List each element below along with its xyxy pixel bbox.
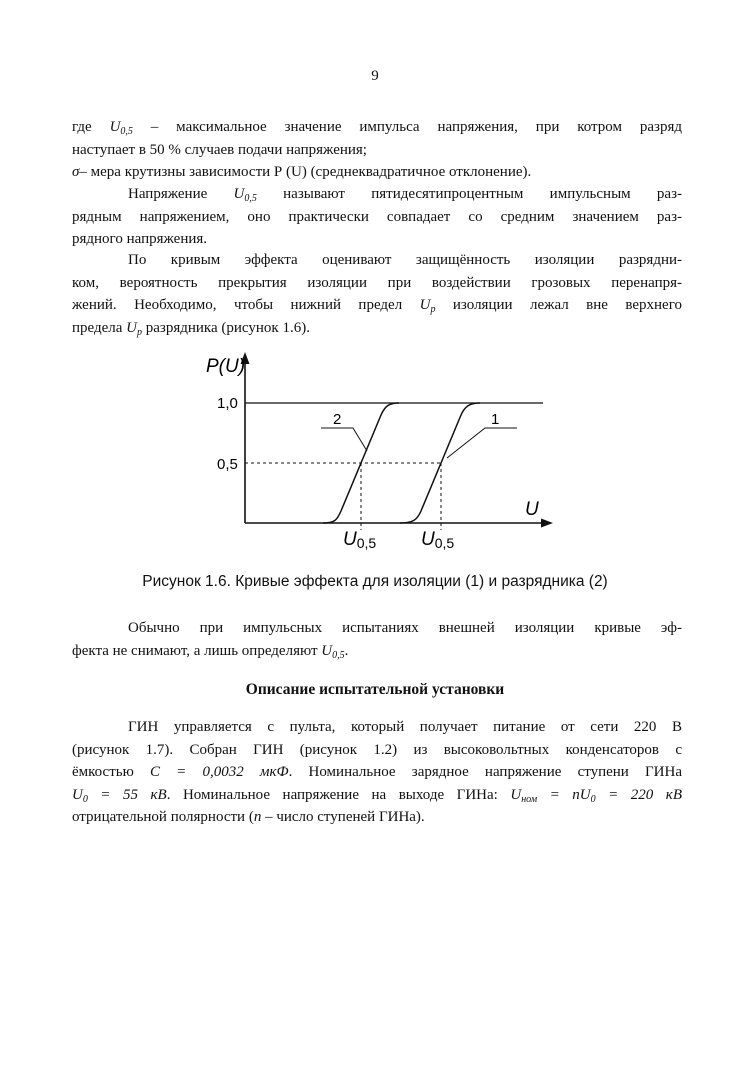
output-voltage-value: = 220 кВ	[595, 786, 682, 803]
u05-right-subscript: 0,5	[434, 535, 455, 551]
curve-2-leader	[321, 428, 367, 451]
text-fragment: предела	[72, 319, 127, 336]
figure-caption: Рисунок 1.6. Кривые эффекта для изоляции (1) и разрядника (2)	[142, 573, 608, 590]
text-line	[72, 640, 682, 663]
text-line: ГИН управляется с пульта, который получает питание от сети 220 В	[128, 719, 682, 735]
curve-2-label: 2	[333, 411, 342, 428]
tick-label-1-0: 1,0	[217, 395, 238, 412]
text-fragment: – максимальное значение импульса напряжения, при котром разряд	[132, 119, 682, 135]
tick-label-0-5: 0,5	[217, 456, 238, 473]
text-line: наступает в 50 % случаев подачи напряжения;	[72, 141, 367, 158]
paragraph-sigma-definition	[72, 161, 682, 184]
variable-u: U	[72, 786, 83, 803]
text-line: рядного напряжения.	[72, 231, 208, 247]
paragraph-gin-description	[72, 716, 682, 829]
figure-effect-curves	[195, 348, 565, 563]
curve-1-leader	[447, 428, 517, 458]
text-fragment: где	[72, 119, 110, 135]
u05-left-subscript: 0,5	[356, 535, 377, 551]
curve-1-label: 1	[491, 411, 500, 428]
text-line	[72, 317, 682, 340]
text-fragment: фекта не снимают, а лишь определяют	[72, 642, 322, 659]
paragraph-u05-definition	[72, 116, 682, 161]
variable-u: U	[510, 786, 522, 803]
text-fragment: отрицательной полярности (	[72, 809, 254, 825]
variable-u: U	[321, 642, 333, 659]
text-line	[72, 806, 682, 829]
subscript: 0,5	[244, 193, 257, 204]
text-fragment: – число ступеней ГИНа).	[261, 809, 425, 825]
paragraph-effect-curves	[72, 249, 682, 339]
subscript: ном	[521, 793, 538, 805]
x-axis-label: U	[525, 499, 539, 520]
u05-right-label	[421, 529, 454, 551]
page-number: 9	[371, 68, 379, 84]
text-line	[72, 784, 682, 807]
section-heading: Описание испытательной установки	[245, 681, 505, 698]
text-line: По кривым эффекта оценивают защищённость изоляции разрядни-	[128, 252, 682, 268]
text-fragment: Напряжение	[128, 186, 234, 202]
subscript: 0,5	[120, 126, 133, 137]
paragraph-fifty-percent-voltage	[72, 183, 682, 251]
variable-u: U	[109, 119, 121, 135]
effect-curves-diagram	[195, 348, 565, 558]
capacitance-formula: С = 0,0032 мкФ	[150, 764, 289, 780]
text-line	[72, 161, 682, 184]
subscript: 0,5	[332, 649, 345, 661]
variable-n: n	[253, 809, 262, 825]
text-fragment: – мера крутизны зависимости Р (U) (среднеквадратичное отклонение).	[79, 164, 532, 180]
text-line: (рисунок 1.7). Собран ГИН (рисунок 1.2) из высоковольтных конденсаторов с	[72, 741, 682, 758]
subscript: 0	[590, 793, 596, 805]
text-line	[72, 116, 682, 139]
text-fragment: изоляции лежал вне верхнего	[435, 297, 682, 313]
text-line	[72, 294, 682, 317]
text-fragment: . Номинальное напряжение на выходе ГИНа:	[166, 786, 511, 803]
variable-u: U	[419, 297, 431, 313]
text-line	[72, 761, 682, 784]
subscript: p	[430, 304, 436, 315]
sigma-symbol: σ	[72, 164, 80, 180]
u05-right-main: U	[421, 529, 435, 550]
text-fragment: разрядника (рисунок 1.6).	[142, 319, 310, 336]
subscript: p	[137, 326, 143, 338]
text-line	[72, 183, 682, 206]
subscript: 0	[82, 793, 88, 805]
text-fragment: .	[344, 642, 349, 659]
paragraph-impulse-tests	[72, 617, 682, 662]
x-axis-arrow-icon	[541, 519, 553, 528]
y-axis-label: P(U)	[206, 356, 246, 377]
text-fragment: называют пятидесятипроцентным импульсным раз-	[256, 186, 682, 202]
variable-u: U	[126, 319, 138, 336]
output-voltage-formula: = nU	[537, 786, 591, 803]
text-fragment: . Номинальное зарядное напряжение ступени ГИНа	[288, 764, 682, 780]
text-line: ком, вероятность прекрытия изоляции при воздействии грозовых перенапря-	[72, 274, 682, 291]
u05-left-label	[343, 529, 376, 551]
variable-u: U	[233, 186, 245, 202]
text-fragment: ёмкостью	[72, 764, 150, 780]
text-line: рядным напряжением, оно практически совпадает со средним значением раз-	[72, 208, 682, 225]
text-line: Обычно при импульсных испытаниях внешней изоляции кривые эф-	[128, 620, 682, 636]
stage-voltage-formula: = 55 кВ	[87, 786, 167, 803]
u05-left-main: U	[343, 529, 357, 550]
text-fragment: жений. Необходимо, чтобы нижний предел	[72, 297, 420, 313]
